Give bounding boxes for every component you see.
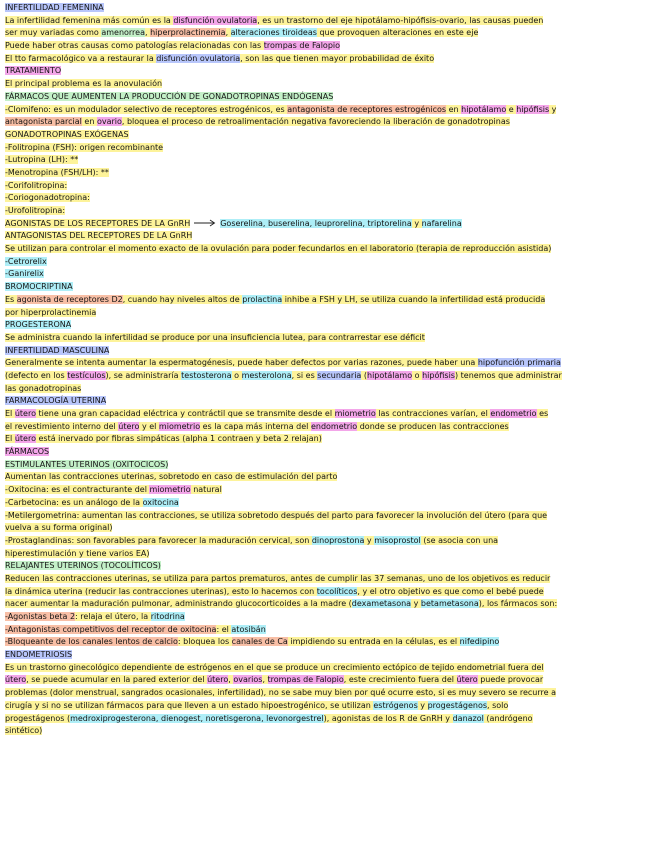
note-text: (se asocia con una [420, 535, 499, 545]
note-text: -Coriogonadotropina: [5, 193, 90, 203]
note-text: -Metilergometrina: aumentan las contracciones, se utiliza sobretodo después del parto para favorecer la involución del útero (para que [5, 510, 548, 520]
note-text: estrógenos [373, 700, 418, 710]
note-text: puede provocar [477, 675, 544, 685]
note-text: hipotálamo [461, 104, 507, 114]
note-line [5, 535, 651, 548]
note-line [5, 281, 651, 294]
note-text: Es un trastorno ginecológico dependiente de estrógenos en el que se produce un crecimiento ectópico de tejido endometrial fuera del [5, 662, 544, 672]
note-text: -Bloqueante de los canales lentos de calcio [5, 637, 178, 647]
note-text: y el [139, 421, 159, 431]
note-text: dexametasona [351, 599, 412, 609]
note-text: Goserelina, buserelina, leuprorelina, triptorelina [220, 218, 412, 228]
note-line [5, 421, 651, 434]
note-text: , son las que tienen mayor probabilidad de éxito [240, 53, 435, 63]
note-text: TRATAMIENTO [5, 66, 62, 76]
note-text: por hiperprolactinemia [5, 307, 97, 317]
note-line [5, 357, 651, 370]
note-text: trompas de Falopio [263, 41, 341, 51]
note-text: : relaja el útero, la [75, 612, 151, 621]
note-line [5, 560, 651, 573]
note-text: AGONISTAS DE LOS RECEPTORES DE LA GnRH [5, 218, 191, 228]
note-text: prolactina [242, 294, 283, 304]
note-line [5, 446, 651, 459]
note-line [5, 243, 651, 256]
note-text: , si es [291, 370, 318, 380]
note-text: miometrio [158, 421, 201, 431]
note-text: donde se producen las contracciones [357, 421, 509, 431]
note-line [5, 230, 651, 243]
note-text: o [412, 370, 423, 380]
note-text: FÁRMACOS QUE AUMENTEN LA PRODUCCIÓN DE GONADOTROPINAS ENDÓGENAS [5, 91, 334, 101]
note-text: en [81, 117, 97, 127]
note-text: El principal problema es la anovulación [5, 79, 163, 89]
note-line [5, 522, 651, 535]
note-line [5, 433, 651, 446]
note-text: nifedipino [459, 637, 500, 647]
note-text: -Oxitocina: es el contracturante del [5, 485, 150, 495]
note-line [5, 129, 651, 142]
note-line [5, 624, 651, 637]
note-text: hiperprolactinemia [150, 28, 226, 38]
note-text: antagonista parcial [5, 117, 82, 127]
note-text: , y el otro objetivo es que como el bebé puede [357, 586, 544, 596]
note-text: disfunción ovulatoria [173, 15, 258, 25]
note-line [5, 332, 651, 345]
note-line [5, 78, 651, 91]
note-text: ovarios [233, 675, 263, 685]
note-text: cirugía y si no se utilizan fármacos para que lleven a un estado hipoestrogénico, se utilizan [5, 700, 374, 710]
note-text: FÁRMACOS [5, 447, 50, 457]
note-text: -Antagonistas competitivos del receptor de oxitocina [5, 624, 217, 634]
note-text: -Carbetocina: es un análogo de la [5, 497, 143, 507]
note-text: : el [216, 624, 232, 634]
note-line [5, 53, 651, 66]
note-text: ovario [96, 117, 122, 127]
note-line [5, 15, 651, 28]
note-text: progestágenos ( [5, 713, 71, 723]
note-text: nafarelina [421, 218, 462, 228]
note-line [5, 116, 651, 129]
note-text: vuelva a su forma original) [5, 523, 113, 533]
note-text: , este crecimiento fuera del [343, 675, 457, 685]
note-text: amenorrea [101, 28, 145, 38]
note-text: el revestimiento interno del [5, 421, 119, 431]
note-line [5, 319, 651, 332]
note-line [5, 725, 651, 738]
note-text: y [364, 535, 375, 545]
note-text: misoprostol [374, 535, 421, 545]
note-text: -Urofolitropina: [5, 206, 66, 215]
note-text: , cuando hay niveles altos de [122, 294, 243, 304]
note-line [5, 268, 651, 281]
note-text: , solo [487, 700, 509, 710]
note-line [5, 294, 651, 307]
note-text: agonista de receptores D2 [16, 294, 123, 304]
arrow-right-icon [194, 219, 216, 227]
note-line [5, 256, 651, 269]
note-text: miometrio [149, 485, 191, 495]
note-text: es la capa más interna del [200, 421, 311, 431]
note-line [5, 649, 651, 662]
note-text: útero [5, 675, 27, 685]
note-text: FARMACOLOGÍA UTERINA [5, 396, 107, 406]
note-line [5, 65, 651, 78]
note-text: -Prostaglandinas: son favorables para favorecer la maduración cervical, son [5, 535, 312, 545]
note-line [5, 636, 651, 649]
note-text: y [417, 700, 428, 710]
note-text: INFERTILIDAD MASCULINA [5, 345, 110, 355]
note-text: betametasona [420, 599, 479, 609]
note-text: , se puede acumular en la pared exterior del [26, 675, 208, 685]
note-text: disfunción ovulatoria [156, 53, 241, 63]
note-text: antagonista de receptores estrogénicos [287, 104, 447, 114]
note-text: dinoprostona [311, 535, 365, 545]
note-line [5, 408, 651, 421]
note-line [5, 205, 651, 218]
note-text: Puede haber otras causas como patologías relacionadas con las [5, 41, 264, 51]
note-text: (andrógeno [483, 713, 533, 723]
note-text: sintético) [5, 726, 43, 736]
note-line [5, 180, 651, 193]
note-line [5, 662, 651, 675]
note-text: hiperestimulación y tiene varios EA) [5, 548, 150, 558]
note-text: ) tenemos que administrar [454, 370, 562, 380]
note-text: INFERTILIDAD FEMENINA [5, 3, 104, 12]
note-text: -Ganirelix [5, 269, 44, 279]
note-text: ANTAGONISTAS DEL RECEPTORES DE LA GnRH [5, 231, 193, 241]
note-line [5, 713, 651, 726]
note-line [5, 548, 651, 561]
note-text: útero [14, 434, 36, 444]
note-text: La infertilidad femenina más común es la [5, 15, 174, 25]
note-text: tiene una gran capacidad eléctrica y contráctil que se transmite desde el [35, 409, 335, 418]
note-line [5, 687, 651, 700]
note-line [5, 497, 651, 510]
note-line [5, 345, 651, 358]
note-text: atosibán [231, 624, 266, 634]
note-text: Generalmente se intenta aumentar la espermatogénesis, puede haber defectos por varias razones, puede haber una [5, 358, 478, 368]
note-text: secundaria [317, 370, 362, 380]
note-text: -Cetrorelix [5, 256, 47, 266]
note-line [5, 700, 651, 713]
note-text: nacer aumentar la maduración pulmonar, administrando glucocorticoides a la madre ( [5, 599, 352, 609]
note-text: Se administra cuando la infertilidad se produce por una insuficiencia lutea, para contrarrestar ese déficit [5, 332, 425, 342]
note-text: ENDOMETRIOSIS [5, 650, 73, 660]
note-line [5, 674, 651, 687]
note-text: y [549, 104, 557, 114]
note-text: oxitocina [142, 497, 179, 507]
note-text: , [228, 675, 234, 685]
note-text: problemas (dolor menstrual, sangrados ocasionales, infertilidad), no se sabe muy bien por qué ocurre esto, si es muy severo se recurre a [5, 688, 556, 698]
note-text: miometrio [334, 409, 376, 418]
note-line [5, 383, 651, 396]
note-text: RELAJANTES UTERINOS (TOCOLÍTICOS) [5, 561, 161, 571]
note-text: hipotálamo [367, 370, 413, 380]
note-text: y [411, 218, 422, 228]
note-text: endometrio [310, 421, 358, 431]
note-text: la dinámica uterina (reducir las contracciones uterinas), esto lo hacemos con [5, 586, 317, 596]
note-line [5, 471, 651, 484]
note-text: canales de Ca [231, 637, 288, 647]
note-text: El [5, 409, 15, 418]
note-text: (defecto en los [5, 370, 68, 380]
note-text: Es [5, 294, 17, 304]
note-text: las contracciones varían, el [375, 409, 491, 418]
note-text: e [506, 104, 517, 114]
note-text: trompas de Falopio [267, 675, 344, 685]
note-line [5, 218, 651, 231]
note-text: , [262, 675, 268, 685]
note-text: o [231, 370, 242, 380]
note-text: ), se administraría [105, 370, 182, 380]
note-text: útero [14, 409, 36, 418]
note-text: Aumentan las contracciones uterinas, sobretodo en caso de estimulación del parto [5, 472, 338, 482]
note-text: las gonadotropinas [5, 383, 82, 393]
note-text: ), agonistas de los R de GnRH y [323, 713, 453, 723]
note-text: : bloquea los [177, 637, 232, 647]
note-text: testosterona [181, 370, 232, 380]
note-line [5, 91, 651, 104]
note-line [5, 154, 651, 167]
note-text: útero [456, 675, 478, 685]
note-text: -Corifolitropina: [5, 180, 68, 190]
note-text: ( [361, 370, 367, 380]
note-text: endometrio [490, 409, 537, 418]
note-text: mesterolona [241, 370, 292, 380]
note-line [5, 395, 651, 408]
note-text: , bloquea el proceso de retroalimentación negativa favoreciendo la liberación de gonadotropinas [121, 117, 510, 127]
note-line [5, 510, 651, 523]
note-text: que provoquen alteraciones en este eje [316, 28, 479, 38]
note-line [5, 104, 651, 117]
note-text: ), los fármacos son: [478, 599, 558, 609]
note-text: ritodrina [150, 612, 185, 621]
note-text: hipófisis [516, 104, 550, 114]
note-line [5, 586, 651, 599]
note-line [5, 611, 651, 624]
note-line [5, 142, 651, 155]
note-text: El [5, 434, 15, 444]
note-text: , [145, 28, 151, 38]
note-text: está inervado por fibras simpáticas (alpha 1 contraen y beta 2 relajan) [35, 434, 322, 444]
note-text: es [536, 409, 549, 418]
note-text: tocolíticos [316, 586, 358, 596]
note-text: -Menotropina (FSH/LH): ** [5, 167, 109, 177]
note-line [5, 2, 651, 15]
note-text: -Agonistas beta 2 [5, 612, 76, 621]
note-line [5, 459, 651, 472]
note-text: -Clomifeno: es un modulador selectivo de receptores estrogénicos, es [5, 104, 288, 114]
note-text: GONADOTROPINAS EXÓGENAS [5, 129, 129, 139]
note-text: PROGESTERONA [5, 320, 72, 330]
note-text: ser muy variadas como [5, 28, 102, 38]
note-text: , [225, 28, 231, 38]
note-text: danazol [452, 713, 484, 723]
note-text: Se utilizan para controlar el momento exacto de la ovulación para poder fecundarlos en el laboratorio (terapia de reproducción asistida) [5, 244, 552, 254]
note-text: inhibe a FSH y LH, se utiliza cuando la infertilidad está producida [282, 294, 546, 304]
note-text: en [446, 104, 462, 114]
note-text: progestágenos [427, 700, 488, 710]
note-text: hipofunción primaria [477, 358, 561, 368]
note-text: impidiendo su entrada en la células, es el [287, 637, 460, 647]
note-line [5, 192, 651, 205]
note-text: El tto farmacológico va a restaurar la [5, 53, 157, 63]
note-line [5, 307, 651, 320]
note-line [5, 484, 651, 497]
note-line [5, 370, 651, 383]
note-text: testículos [67, 370, 106, 380]
note-text: útero [207, 675, 229, 685]
note-line [5, 598, 651, 611]
note-text: , es un trastorno del eje hipotálamo-hipófisis-ovario, las causas pueden [257, 15, 544, 25]
note-text: -Lutropina (LH): ** [5, 155, 79, 165]
note-line [5, 167, 651, 180]
note-text: medroxiprogesterona, dienogest, noretisgerona, levonorgestrel [70, 713, 324, 723]
note-text: y [411, 599, 421, 609]
note-text: BROMOCRIPTINA [5, 282, 73, 292]
note-text: Reducen las contracciones uterinas, se utiliza para partos prematuros, antes de cumplir las 37 semanas, uno de los objetivos es reducir [5, 573, 551, 583]
note-text: útero [118, 421, 140, 431]
note-text: ESTIMULANTES UTERINOS (OXITOCICOS) [5, 459, 169, 469]
note-text: -Folitropina (FSH): origen recombinante [5, 142, 164, 152]
note-line [5, 27, 651, 40]
note-line [5, 40, 651, 53]
note-text: alteraciones tiroideas [230, 28, 317, 38]
note-text: hipófisis [422, 370, 455, 380]
note-text: natural [190, 485, 222, 495]
note-line [5, 573, 651, 586]
